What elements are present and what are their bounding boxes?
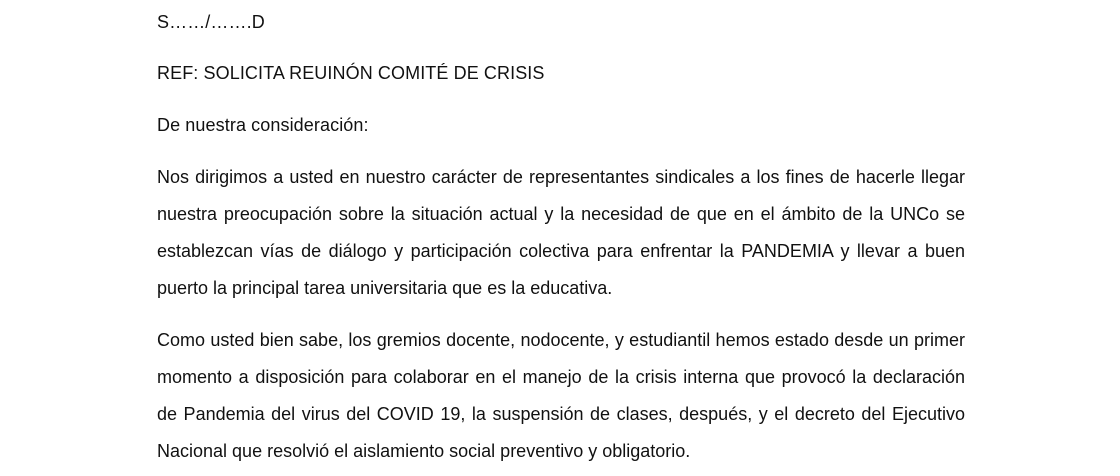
recipient-line: S……/…….D	[157, 12, 265, 32]
paragraph-line: puerto la principal tarea universitaria que es la educativa.	[157, 278, 613, 298]
paragraph-line: establezcan vías de diálogo y participación colectiva para enfrentar la PANDEMIA y llevar a buen	[157, 241, 965, 261]
paragraph-line: Nos dirigimos a usted en nuestro carácter de representantes sindicales a los fines de hacerle llegar	[157, 167, 965, 187]
paragraph-line: momento a disposición para colaborar en el manejo de la crisis interna que provocó la declaración	[157, 367, 965, 387]
salutation-line: De nuestra consideración:	[157, 115, 369, 135]
paragraph-line: de Pandemia del virus del COVID 19, la suspensión de clases, después, y el decreto del Ejecutivo	[157, 404, 965, 424]
paragraph-line: Nacional que resolvió el aislamiento social preventivo y obligatorio.	[157, 441, 691, 461]
reference-line: REF: SOLICITA REUINÓN COMITÉ DE CRISIS	[157, 63, 545, 83]
paragraph-line: Como usted bien sabe, los gremios docente, nodocente, y estudiantil hemos estado desde un primer	[157, 330, 965, 350]
paragraph-line: nuestra preocupación sobre la situación actual y la necesidad de que en el ámbito de la UNCo se	[157, 204, 965, 224]
